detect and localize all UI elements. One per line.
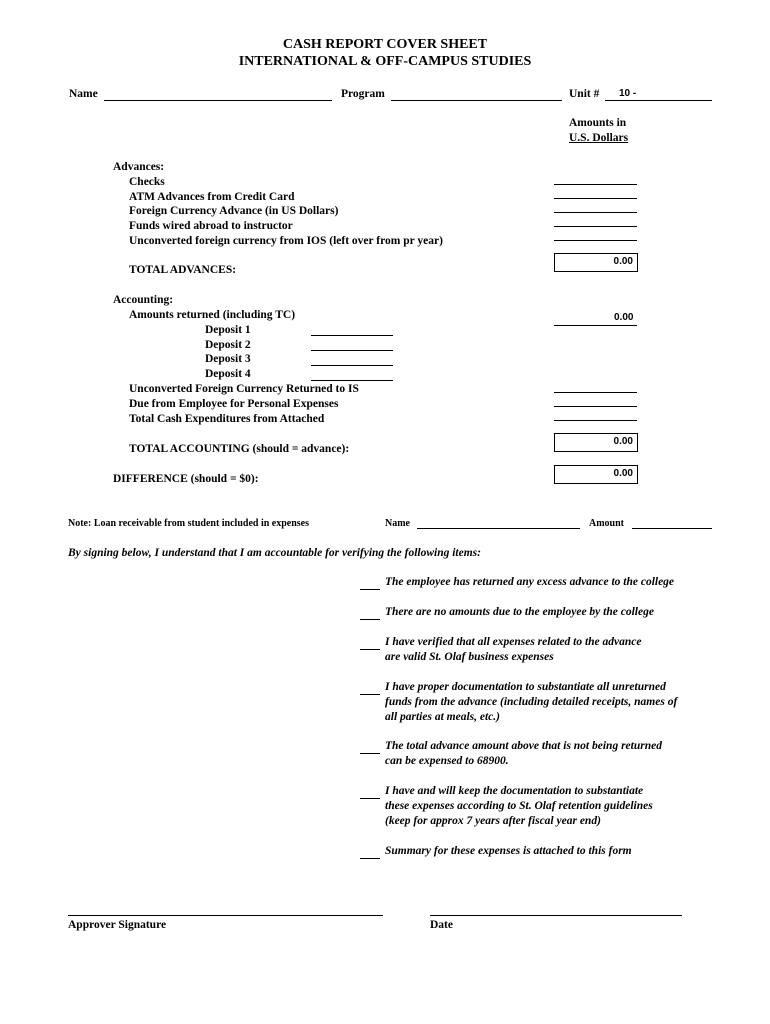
total-accounting-label: TOTAL ACCOUNTING (should = advance):	[129, 443, 350, 455]
checklist-item-text: There are no amounts due to the employee by the college	[385, 606, 654, 618]
checklist-item-text: Summary for these expenses is attached to this form	[385, 845, 632, 857]
unit-value: 10 -	[619, 88, 637, 99]
program-label: Program	[341, 88, 385, 100]
checks-amount-field[interactable]	[554, 184, 637, 185]
note-name-label: Name	[385, 518, 410, 529]
amounts-returned-label: Amounts returned (including TC)	[129, 309, 296, 321]
total-advances-box: 0.00	[554, 253, 638, 272]
checklist-item-text: I have proper documentation to substantiate all unreturned	[385, 681, 666, 693]
checklist-item-text: are valid St. Olaf business expenses	[385, 651, 554, 663]
deposit-3-field[interactable]	[311, 365, 393, 366]
atm-amount-field[interactable]	[554, 198, 637, 199]
advance-item: ATM Advances from Credit Card	[129, 191, 295, 203]
amounts-returned-field	[554, 325, 637, 326]
difference-label: DIFFERENCE (should = $0):	[113, 473, 259, 485]
deposit-4-field[interactable]	[311, 380, 393, 381]
form-title: CASH REPORT COVER SHEET	[282, 37, 488, 52]
amounts-returned-value: 0.00	[614, 312, 634, 323]
checklist-item-text: these expenses according to St. Olaf retention guidelines	[385, 800, 653, 812]
date-label: Date	[430, 919, 453, 931]
funds-wired-amount-field[interactable]	[554, 226, 637, 227]
unconverted-returned-field[interactable]	[554, 392, 637, 393]
checklist-item-text: (keep for approx 7 years after fiscal year end)	[385, 815, 601, 827]
checklist-blank[interactable]	[360, 694, 380, 695]
note-name-field[interactable]	[417, 528, 580, 529]
accounting-item: Total Cash Expenditures from Attached	[129, 413, 325, 425]
deposit-1-field[interactable]	[311, 335, 393, 336]
name-label: Name	[69, 88, 98, 100]
note-amount-field[interactable]	[632, 528, 712, 529]
advance-item: Unconverted foreign currency from IOS (left over from pr year)	[129, 235, 443, 247]
approver-signature-label: Approver Signature	[68, 919, 167, 931]
amounts-header-line2: U.S. Dollars	[569, 132, 629, 144]
program-field[interactable]	[391, 100, 562, 101]
accounting-heading: Accounting:	[113, 294, 174, 306]
checklist-blank[interactable]	[360, 649, 380, 650]
accounting-item: Due from Employee for Personal Expenses	[129, 398, 339, 410]
advances-heading: Advances:	[113, 161, 165, 173]
total-cash-expenditures-field[interactable]	[554, 420, 637, 421]
total-accounting-box: 0.00	[554, 433, 638, 452]
checklist-item-text: The employee has returned any excess advance to the college	[385, 576, 675, 588]
unit-field[interactable]	[605, 100, 712, 101]
advance-item: Foreign Currency Advance (in US Dollars)	[129, 205, 339, 217]
unconverted-amount-field[interactable]	[554, 240, 637, 241]
deposit-2-field[interactable]	[311, 350, 393, 351]
declaration-intro: By signing below, I understand that I am accountable for verifying the following items:	[68, 547, 481, 559]
deposit-label: Deposit 3	[205, 353, 251, 365]
advance-item: Checks	[129, 176, 165, 188]
checklist-blank[interactable]	[360, 753, 380, 754]
checklist-item-text: I have and will keep the documentation to substantiate	[385, 785, 644, 797]
due-from-employee-field[interactable]	[554, 406, 637, 407]
checklist-blank[interactable]	[360, 858, 380, 859]
checklist-item-text: The total advance amount above that is not being returned	[385, 740, 662, 752]
date-line[interactable]	[430, 915, 682, 916]
checklist-item-text: all parties at meals, etc.)	[385, 711, 500, 723]
checklist-blank[interactable]	[360, 798, 380, 799]
name-field[interactable]	[104, 100, 332, 101]
checklist-item-text: I have verified that all expenses related to the advance	[385, 636, 642, 648]
total-advances-label: TOTAL ADVANCES:	[129, 264, 237, 276]
deposit-label: Deposit 2	[205, 339, 251, 351]
difference-box: 0.00	[554, 465, 638, 484]
deposit-label: Deposit 4	[205, 368, 251, 380]
approver-signature-line[interactable]	[68, 915, 383, 916]
accounting-item: Unconverted Foreign Currency Returned to IS	[129, 383, 359, 395]
unit-label: Unit #	[569, 88, 600, 100]
checklist-item-text: funds from the advance (including detailed receipts, names of	[385, 696, 678, 708]
amounts-header-line1: Amounts in	[569, 117, 627, 129]
deposit-label: Deposit 1	[205, 324, 251, 336]
checklist-blank[interactable]	[360, 619, 380, 620]
advance-item: Funds wired abroad to instructor	[129, 220, 293, 232]
note-amount-label: Amount	[589, 518, 625, 529]
loan-note: Note: Loan receivable from student included in expenses	[68, 518, 310, 529]
foreign-currency-amount-field[interactable]	[554, 212, 637, 213]
checklist-blank[interactable]	[360, 589, 380, 590]
checklist-item-text: can be expensed to 68900.	[385, 755, 509, 767]
form-subtitle: INTERNATIONAL & OFF-CAMPUS STUDIES	[238, 54, 532, 69]
